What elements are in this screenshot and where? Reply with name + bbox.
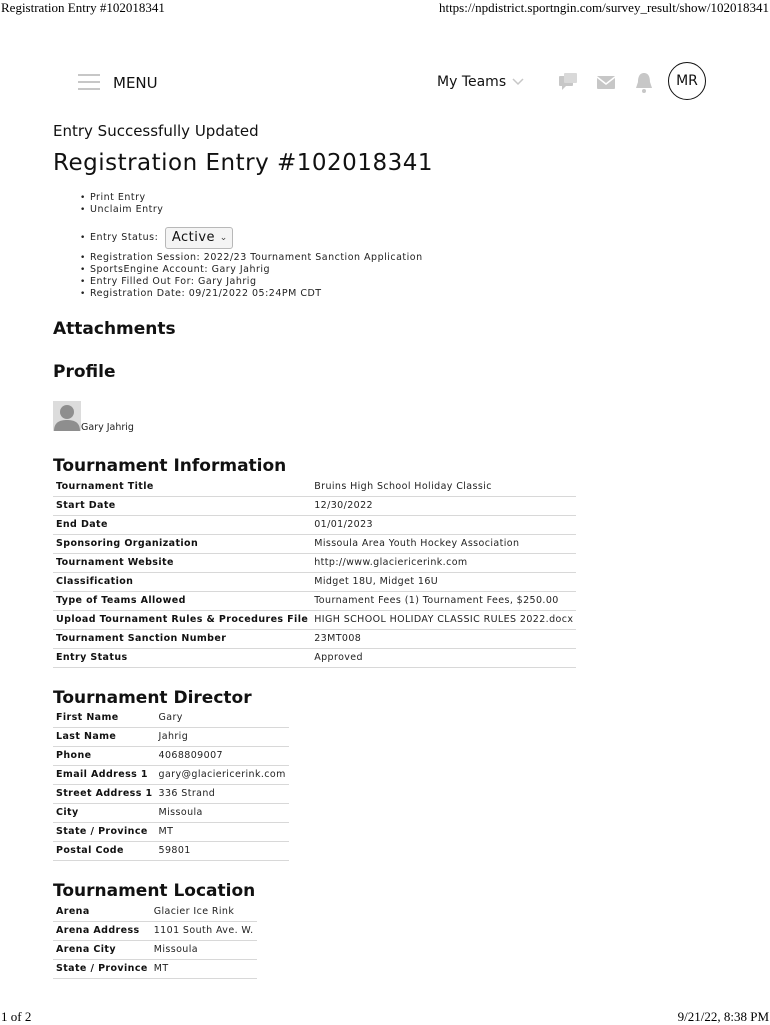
print-header <box>0 0 770 16</box>
field-label: Email Address 1 <box>53 765 156 784</box>
entry-status-value: Active <box>171 229 216 245</box>
field-label: Street Address 1 <box>53 784 156 803</box>
table-row <box>53 746 289 765</box>
field-label: Phone <box>53 746 156 765</box>
field-label: State / Province <box>53 959 151 978</box>
profile-photo <box>53 401 81 431</box>
field-label: Arena City <box>53 940 151 959</box>
mail-icon[interactable] <box>595 70 617 94</box>
field-value: http://www.glaciericerink.com <box>311 553 576 572</box>
table-row <box>53 803 289 822</box>
entry-actions-list <box>80 192 163 216</box>
field-value: Glacier Ice Rink <box>151 902 257 921</box>
bell-icon[interactable] <box>633 70 655 94</box>
table-row <box>53 629 576 648</box>
field-label: Start Date <box>53 496 311 515</box>
entry-status-label: Entry Status: <box>90 232 159 243</box>
field-value: 12/30/2022 <box>311 496 576 515</box>
menu-button[interactable]: MENU <box>113 74 158 92</box>
table-row <box>53 610 576 629</box>
table-row <box>53 496 576 515</box>
chat-icon[interactable] <box>557 70 579 94</box>
table-row <box>53 515 576 534</box>
tournament-information-heading: Tournament Information <box>53 456 287 476</box>
print-footer <box>0 1009 770 1025</box>
entry-status-select[interactable] <box>165 227 233 249</box>
page-title: Registration Entry #102018341 <box>53 150 433 176</box>
field-label: Tournament Sanction Number <box>53 629 311 648</box>
field-value: Tournament Fees (1) Tournament Fees, $250.00 <box>311 591 576 610</box>
field-label: Sponsoring Organization <box>53 534 311 553</box>
table-row <box>53 784 289 803</box>
print-header-url: https://npdistrict.sportngin.com/survey_result/show/102018341 <box>438 0 769 15</box>
table-row <box>53 572 576 591</box>
field-value: Jahrig <box>156 727 289 746</box>
field-value: Bruins High School Holiday Classic <box>311 477 576 496</box>
field-value: 01/01/2023 <box>311 515 576 534</box>
person-icon <box>53 401 81 431</box>
unclaim-entry-link[interactable]: • Unclaim Entry <box>80 204 163 216</box>
table-row <box>53 822 289 841</box>
table-row <box>53 477 576 496</box>
entry-status-row <box>80 224 423 252</box>
field-label: Postal Code <box>53 841 156 860</box>
profile-heading: Profile <box>53 362 116 382</box>
table-row <box>53 940 257 959</box>
field-value: Gary <box>156 708 289 727</box>
print-header-title: Registration Entry #102018341 <box>1 0 165 15</box>
attachments-heading: Attachments <box>53 319 176 339</box>
profile-name: Gary Jahrig <box>81 422 134 433</box>
field-label: Upload Tournament Rules & Procedures File <box>53 610 311 629</box>
tournament-director-heading: Tournament Director <box>53 688 252 708</box>
field-value: MT <box>156 822 289 841</box>
field-value: Midget 18U, Midget 16U <box>311 572 576 591</box>
table-row <box>53 553 576 572</box>
table-row <box>53 648 576 667</box>
field-label: City <box>53 803 156 822</box>
field-value: gary@glaciericerink.com <box>156 765 289 784</box>
tournament-location-heading: Tournament Location <box>53 881 256 901</box>
table-row <box>53 921 257 940</box>
field-label: First Name <box>53 708 156 727</box>
field-value: 23MT008 <box>311 629 576 648</box>
user-avatar[interactable]: MR <box>668 62 706 100</box>
field-value: Approved <box>311 648 576 667</box>
field-label: End Date <box>53 515 311 534</box>
menu-icon[interactable] <box>78 74 100 90</box>
print-footer-page: 1 of 2 <box>1 1009 32 1024</box>
field-value: Missoula Area Youth Hockey Association <box>311 534 576 553</box>
field-value: 1101 South Ave. W. <box>151 921 257 940</box>
my-teams-dropdown[interactable]: My Teams <box>437 74 507 90</box>
table-row <box>53 708 289 727</box>
table-row <box>53 902 257 921</box>
select-caret-icon: ⌄ <box>219 232 228 243</box>
field-label: Arena Address <box>53 921 151 940</box>
entry-meta-list <box>80 224 423 300</box>
field-value: HIGH SCHOOL HOLIDAY CLASSIC RULES 2022.docx <box>311 610 576 629</box>
table-row <box>53 534 576 553</box>
field-label: Arena <box>53 902 151 921</box>
print-footer-datetime: 9/21/22, 8:38 PM <box>677 1009 769 1024</box>
table-row <box>53 765 289 784</box>
sportsengine-account: • SportsEngine Account: Gary Jahrig <box>80 264 423 276</box>
chevron-down-icon[interactable] <box>511 74 525 88</box>
table-row <box>53 727 289 746</box>
field-value: 336 Strand <box>156 784 289 803</box>
print-entry-link[interactable]: • Print Entry <box>80 192 163 204</box>
tournament-information-table <box>53 477 576 668</box>
field-value: Missoula <box>151 940 257 959</box>
field-label: Classification <box>53 572 311 591</box>
top-navigation <box>0 60 770 108</box>
field-label: Tournament Website <box>53 553 311 572</box>
field-value: Missoula <box>156 803 289 822</box>
field-value: 59801 <box>156 841 289 860</box>
registration-session: • Registration Session: 2022/23 Tournament Sanction Application <box>80 252 423 264</box>
registration-date: • Registration Date: 09/21/2022 05:24PM CDT <box>80 288 423 300</box>
table-row <box>53 591 576 610</box>
field-value: MT <box>151 959 257 978</box>
tournament-director-table <box>53 708 289 861</box>
field-value: 4068809007 <box>156 746 289 765</box>
entry-filled-out-for: • Entry Filled Out For: Gary Jahrig <box>80 276 423 288</box>
field-label: State / Province <box>53 822 156 841</box>
table-row <box>53 841 289 860</box>
table-row <box>53 959 257 978</box>
field-label: Type of Teams Allowed <box>53 591 311 610</box>
field-label: Last Name <box>53 727 156 746</box>
success-message: Entry Successfully Updated <box>53 122 259 140</box>
field-label: Tournament Title <box>53 477 311 496</box>
field-label: Entry Status <box>53 648 311 667</box>
tournament-location-table <box>53 902 257 979</box>
